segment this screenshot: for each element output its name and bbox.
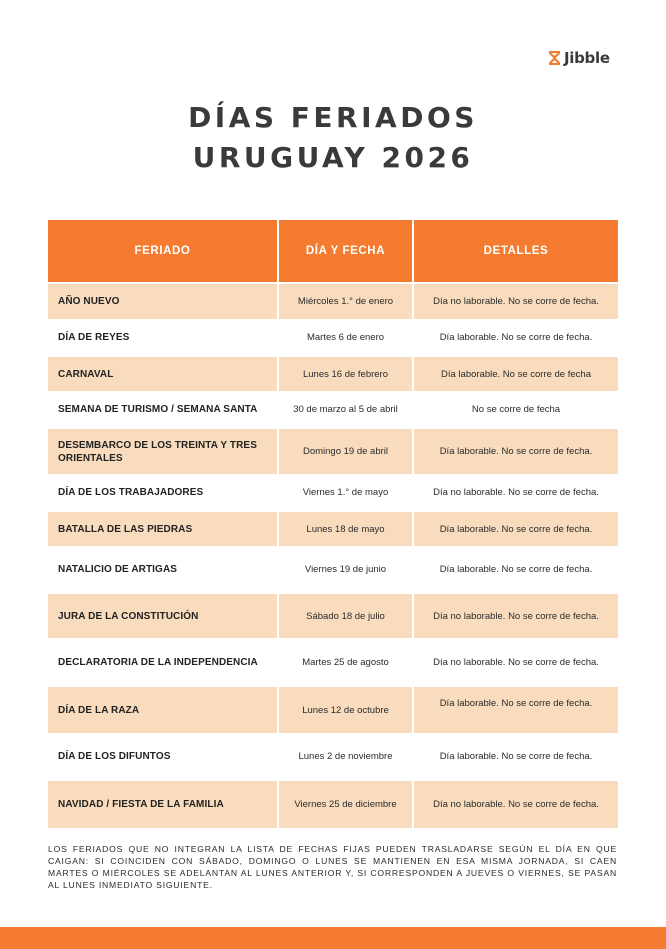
header-feriado: FERIADO [48,220,277,282]
header-dia-fecha: DÍA Y FECHA [279,220,412,282]
table-row [48,391,618,428]
holiday-date: Lunes 2 de noviembre [298,751,393,762]
table-row [48,733,618,780]
holiday-details: Día no laborable. No se corre de fecha. [433,610,599,622]
holiday-date: Viernes 19 de junio [304,564,387,575]
holiday-details: Día laborable. No se corre de fecha [441,368,591,380]
holiday-date: Viernes 1.° de mayo [302,487,389,498]
table-row [48,512,618,546]
holiday-date: Lunes 16 de febrero [302,368,389,380]
table-row [48,429,618,474]
table-row [48,687,618,733]
holiday-details: Día laborable. No se corre de fecha. [439,751,593,762]
table-row [48,474,618,511]
holiday-details: Día laborable. No se corre de fecha. [439,698,593,709]
table-row [48,284,618,319]
holiday-date: Domingo 19 de abril [302,446,389,457]
header-detalles: DETALLES [414,220,618,282]
table-row [48,546,618,593]
holiday-date: 30 de marzo al 5 de abril [293,404,398,415]
table-row [48,319,618,356]
holiday-date: Viernes 25 de diciembre [294,799,397,810]
holiday-details: No se corre de fecha [471,404,561,415]
table-row [48,594,618,638]
holiday-name: DÍA DE LOS TRABAJADORES [58,487,204,498]
table-row [48,781,618,828]
brand-name: Jibble [564,49,610,67]
jibble-logo [548,48,610,68]
holiday-name: DÍA DE LOS DIFUNTOS [58,751,171,762]
holiday-details: Día no laborable. No se corre de fecha. [433,487,599,498]
footer-bar [0,927,666,949]
holiday-details: Día laborable. No se corre de fecha. [439,332,593,343]
holiday-date: Martes 6 de enero [306,332,385,343]
holiday-name: DÍA DE REYES [58,332,130,343]
holiday-details: Día laborable. No se corre de fecha. [439,564,593,575]
holiday-date: Lunes 18 de mayo [306,523,385,535]
holiday-name: SEMANA DE TURISMO / SEMANA SANTA [58,404,258,415]
holiday-details: Día no laborable. No se corre de fecha. [433,296,599,307]
table-header [48,220,618,282]
holiday-name: DÍA DE LA RAZA [58,704,140,716]
title-line-2: URUGUAY 2026 [192,141,474,174]
holiday-date: Sábado 18 de julio [306,610,385,622]
footnote: LOS FERIADOS QUE NO INTEGRAN LA LISTA DE FECHAS FIJAS PUEDEN TRASLADARSE SEGÚN EL DÍA EN QUE CAIGAN: SI COINCIDEN CON SÁBADO, DOMINGO O LUNES SE MANTIENEN EN ESA MISMA JORNADA, SI CAEN MARTES O MIÉRCOLES SE ADELANTAN AL LUNES ANTERIOR Y, SI CORRESPONDEN A JUEVES O VIERNES, SE PASAN AL LUNES INMEDIATO SIGUIENTE. [48,844,617,890]
holiday-name: AÑO NUEVO [58,296,120,307]
holiday-name: DECLARATORIA DE LA INDEPENDENCIA [58,656,258,668]
hourglass-icon [548,50,561,66]
holiday-details: Día laborable. No se corre de fecha. [439,446,593,457]
holiday-details: Día laborable. No se corre de fecha. [439,523,593,535]
holiday-name: NAVIDAD / FIESTA DE LA FAMILIA [58,799,224,810]
holiday-name: CARNAVAL [58,368,114,380]
table-row [48,357,618,391]
page-title [0,98,666,178]
holiday-date: Lunes 12 de octubre [302,704,389,716]
holiday-name: JURA DE LA CONSTITUCIÓN [58,610,199,622]
holiday-date: Martes 25 de agosto [302,656,389,668]
holiday-name: DESEMBARCO DE LOS TREINTA Y TRES ORIENTALES [58,439,257,464]
holiday-name: NATALICIO DE ARTIGAS [58,564,178,575]
title-line-1: DÍAS FERIADOS [188,101,478,134]
holiday-details: Día no laborable. No se corre de fecha. [433,656,599,668]
holiday-date: Miércoles 1.° de enero [297,296,394,307]
holiday-name: BATALLA DE LAS PIEDRAS [58,523,193,535]
holiday-details: Día no laborable. No se corre de fecha. [433,799,599,810]
table-row [48,638,618,686]
